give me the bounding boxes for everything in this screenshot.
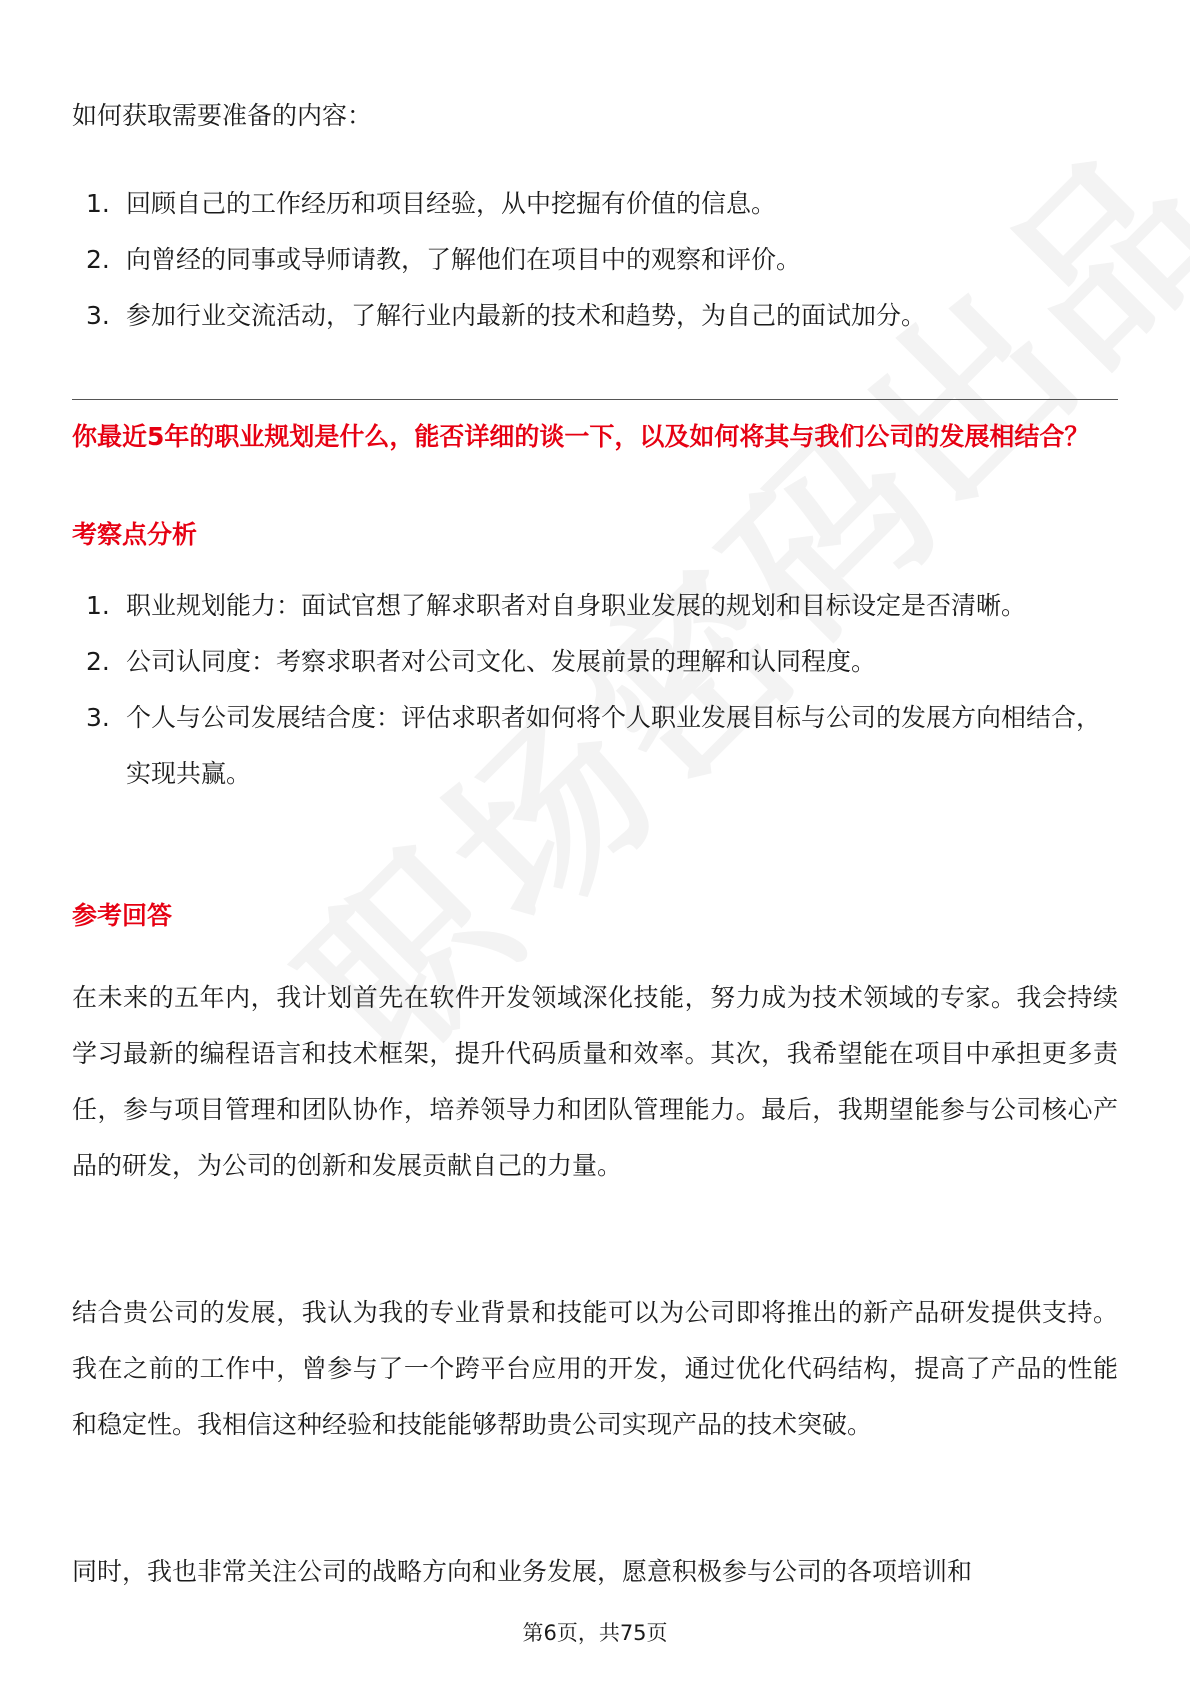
prep-intro: 如何获取需要准备的内容： [72,101,373,130]
analysis-list [72,578,1112,802]
answer-heading: 参考回答 [72,901,173,930]
list-item [72,634,1112,690]
list-number: 3. [86,703,110,732]
answer-paragraph: 结合贵公司的发展，我认为我的专业背景和技能可以为公司即将推出的新产品研发提供支持。我在之前的工作中，曾参与了一个跨平台应用的开发，通过优化代码结构，提高了产品的性能和稳定性。我相信这种经验和技能能够帮助贵公司实现产品的技术突破。 [72,1298,1118,1439]
list-text: 回顾自己的工作经历和项目经验，从中挖掘有价值的信息。 [126,189,777,218]
interview-question: 你最近5年的职业规划是什么，能否详细的谈一下，以及如何将其与我们公司的发展相结合？ [72,422,1090,451]
list-number: 2. [86,245,110,274]
page-footer: 第6页，共75页 [522,1621,668,1645]
list-text: 职业规划能力：面试官想了解求职者对自身职业发展的规划和目标设定是否清晰。 [126,591,1027,620]
answer-paragraph: 同时，我也非常关注公司的战略方向和业务发展，愿意积极参与公司的各项培训和 [72,1557,973,1586]
analysis-heading: 考察点分析 [72,520,198,549]
list-number: 2. [86,647,110,676]
prep-list [72,176,1112,344]
list-item [72,176,1112,232]
list-item [72,578,1112,634]
answer-paragraph: 在未来的五年内，我计划首先在软件开发领域深化技能，努力成为技术领域的专家。我会持续学习最新的编程语言和技术框架，提升代码质量和效率。其次，我希望能在项目中承担更多责任，参与项目管理和团队协作，培养领导力和团队管理能力。最后，我期望能参与公司核心产品的研发，为公司的创新和发展贡献自己的力量。 [72,983,1118,1180]
section-divider [72,399,1118,400]
list-text: 参加行业交流活动，了解行业内最新的技术和趋势，为自己的面试加分。 [126,301,927,330]
list-item [72,232,1112,288]
list-number: 1. [86,189,110,218]
list-item [72,288,1112,344]
list-text: 公司认同度：考察求职者对公司文化、发展前景的理解和认同程度。 [126,647,877,676]
list-item [72,690,1112,802]
list-number: 3. [86,301,110,330]
list-text: 向曾经的同事或导师请教，了解他们在项目中的观察和评价。 [126,245,802,274]
list-number: 1. [86,591,110,620]
list-text: 个人与公司发展结合度：评估求职者如何将个人职业发展目标与公司的发展方向相结合，实现共赢。 [126,703,1102,788]
